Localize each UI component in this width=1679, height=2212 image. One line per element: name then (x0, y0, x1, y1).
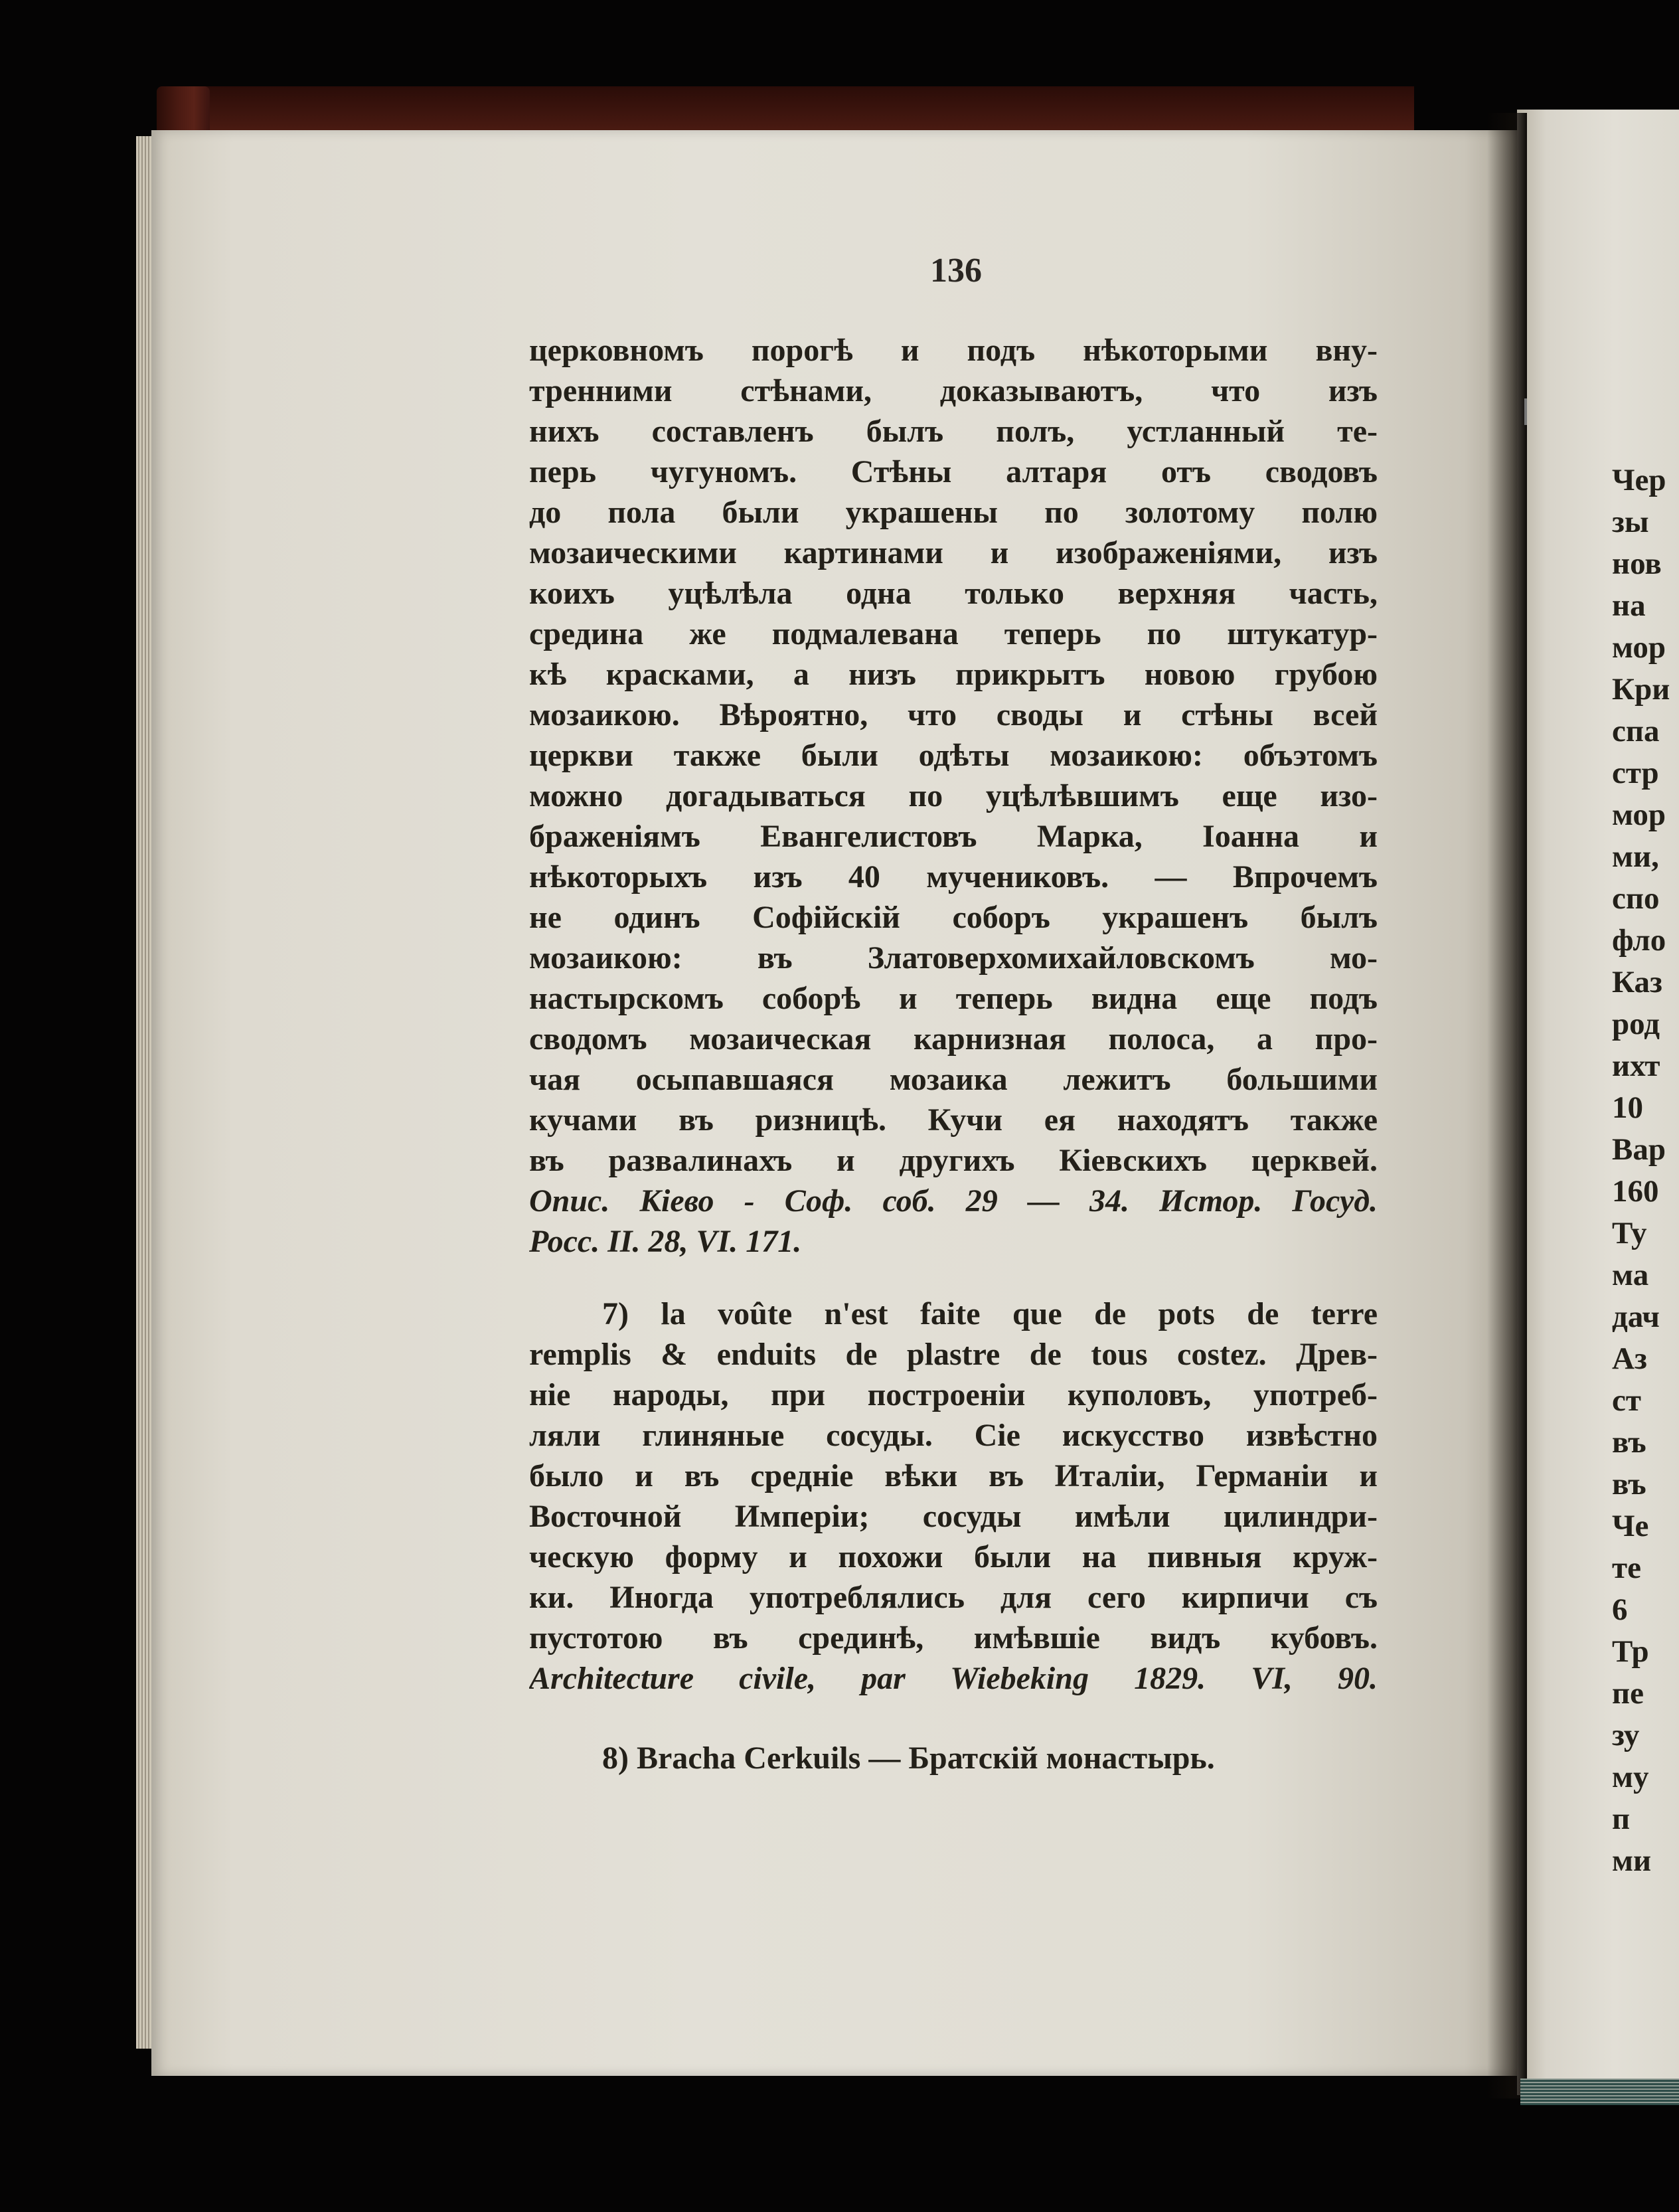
footnote-line: Восточной Имперіи; сосуды имѣли цилиндри- (529, 1499, 1378, 1534)
text-line: до пола были украшены по золотому полю (529, 495, 1378, 530)
page-number: 136 (930, 252, 982, 290)
fragment-line: стр (1612, 756, 1659, 790)
fragment-line: Вар (1612, 1132, 1666, 1167)
fragment-line: Тр (1612, 1634, 1649, 1669)
text-line: коихъ уцѣлѣла одна только верхняя часть, (529, 576, 1378, 611)
text-line: не одинъ Софійскій соборъ украшенъ былъ (529, 900, 1378, 935)
fragment-line: те (1612, 1551, 1641, 1585)
facing-page-text (1612, 460, 1679, 1882)
fragment-line: Кри (1612, 672, 1670, 707)
fragment-line: Каз (1612, 965, 1662, 999)
text-line: мозаическими картинами и изображеніями, изъ (529, 535, 1378, 570)
fragment-line: ст (1612, 1383, 1641, 1418)
text-line: мозаикою. Вѣроятно, что своды и стѣны всей (529, 697, 1378, 732)
fragment-line: ми, (1612, 839, 1659, 874)
text-line: перь чугуномъ. Стѣны алтаря отъ сводовъ (529, 454, 1378, 489)
fragment-line: въ (1612, 1425, 1646, 1460)
fragment-line: 160 (1612, 1174, 1659, 1209)
text-line: нѣкоторыхъ изъ 40 мучениковъ. — Впрочемъ (529, 859, 1378, 894)
fragment-line: ма (1612, 1258, 1649, 1292)
fragment-line: род (1612, 1007, 1660, 1041)
footnote-line: ческую форму и похожи были на пивныя круж- (529, 1539, 1378, 1574)
footnote-line: 7) la voûte n'est faite que de pots de terre (602, 1296, 1378, 1331)
footnote-line: пустотою въ срединѣ, имѣвшіе видъ кубовъ. (529, 1620, 1378, 1656)
text-line: средина же подмалевана теперь по штукатур- (529, 616, 1378, 651)
fragment-line: Ту (1612, 1216, 1647, 1250)
fragment-line: му (1612, 1760, 1649, 1794)
footnote-reference: Architecture civile, par Wiebeking 1829. VI, 90. (529, 1661, 1378, 1696)
text-line: сводомъ мозаическая карнизная полоса, а про- (529, 1021, 1378, 1057)
footnote-line: remplis & enduits de plastre de tous costez. Древ- (529, 1337, 1378, 1372)
footnote-line: ляли глиняные сосуды. Сіе искусство извѣстно (529, 1418, 1378, 1453)
fragment-line: зу (1612, 1718, 1640, 1752)
reference-line: Росс. II. 28, VI. 171. (529, 1224, 802, 1259)
footnote-line: ки. Иногда употреблялись для сего кирпичи съ (529, 1580, 1378, 1615)
text-line: церковномъ порогѣ и подъ нѣкоторыми вну- (529, 333, 1378, 368)
main-text-block (529, 330, 1378, 1262)
page-mark (1524, 398, 1527, 425)
footnote-8: 8) Bracha Cerkuils — Братскій монастырь. (602, 1741, 1215, 1776)
book-gutter (1487, 113, 1527, 2098)
text-line: церкви также были одѣты мозаикою: объэтомъ (529, 738, 1378, 773)
footnote-line: ніе народы, при построеніи куполовъ, употреб- (529, 1377, 1378, 1412)
fragment-line: ихт (1612, 1049, 1660, 1083)
text-line: нихъ составленъ былъ полъ, устланный те- (529, 414, 1378, 449)
fragment-line: пе (1612, 1676, 1644, 1711)
fragment-line: дач (1612, 1300, 1660, 1334)
text-line: кучами въ ризницѣ. Кучи ея находятъ также (529, 1102, 1378, 1138)
text-line: кѣ красками, а низъ прикрытъ новою грубою (529, 657, 1378, 692)
text-line: тренними стѣнами, доказываютъ, что изъ (529, 373, 1378, 408)
book-cover-top (166, 86, 1414, 133)
fragment-line: 6 (1612, 1592, 1628, 1627)
text-line: въ развалинахъ и другихъ Кіевскихъ церквей. (529, 1143, 1378, 1178)
text-line: мозаикою: въ Златоверхомихайловскомъ мо- (529, 940, 1378, 976)
fragment-line: Аз (1612, 1341, 1647, 1376)
footnote-7 (529, 1294, 1378, 1699)
text-line: настырскомъ соборѣ и теперь видна еще подъ (529, 981, 1378, 1016)
fragment-line: мор (1612, 630, 1666, 665)
fragment-line: мор (1612, 798, 1666, 832)
fragment-line: на (1612, 588, 1646, 623)
fragment-line: зы (1612, 505, 1649, 539)
fragment-line: спо (1612, 881, 1660, 916)
footnote-line: было и въ средніе вѣки въ Италіи, Германіи и (529, 1458, 1378, 1493)
fragment-line: ми (1612, 1843, 1652, 1878)
text-line: чая осыпавшаяся мозаика лежитъ большими (529, 1062, 1378, 1097)
text-line: можно догадываться по уцѣлѣвшимъ еще изо- (529, 778, 1378, 813)
text-line: браженіямъ Евангелистовъ Марка, Іоанна и (529, 819, 1378, 854)
fragment-line: въ (1612, 1467, 1646, 1501)
fragment-line: 10 (1612, 1090, 1643, 1125)
fragment-line: спа (1612, 714, 1660, 748)
right-page-edge (1520, 2079, 1679, 2105)
reference-line: Опис. Кіево - Соф. соб. 29 — 34. Истор. Госуд. (529, 1183, 1378, 1219)
fragment-line: фло (1612, 923, 1666, 958)
fragment-line: Че (1612, 1509, 1649, 1543)
fragment-line: Чер (1612, 463, 1666, 497)
fragment-line: п (1612, 1802, 1631, 1836)
fragment-line: нов (1612, 547, 1662, 581)
